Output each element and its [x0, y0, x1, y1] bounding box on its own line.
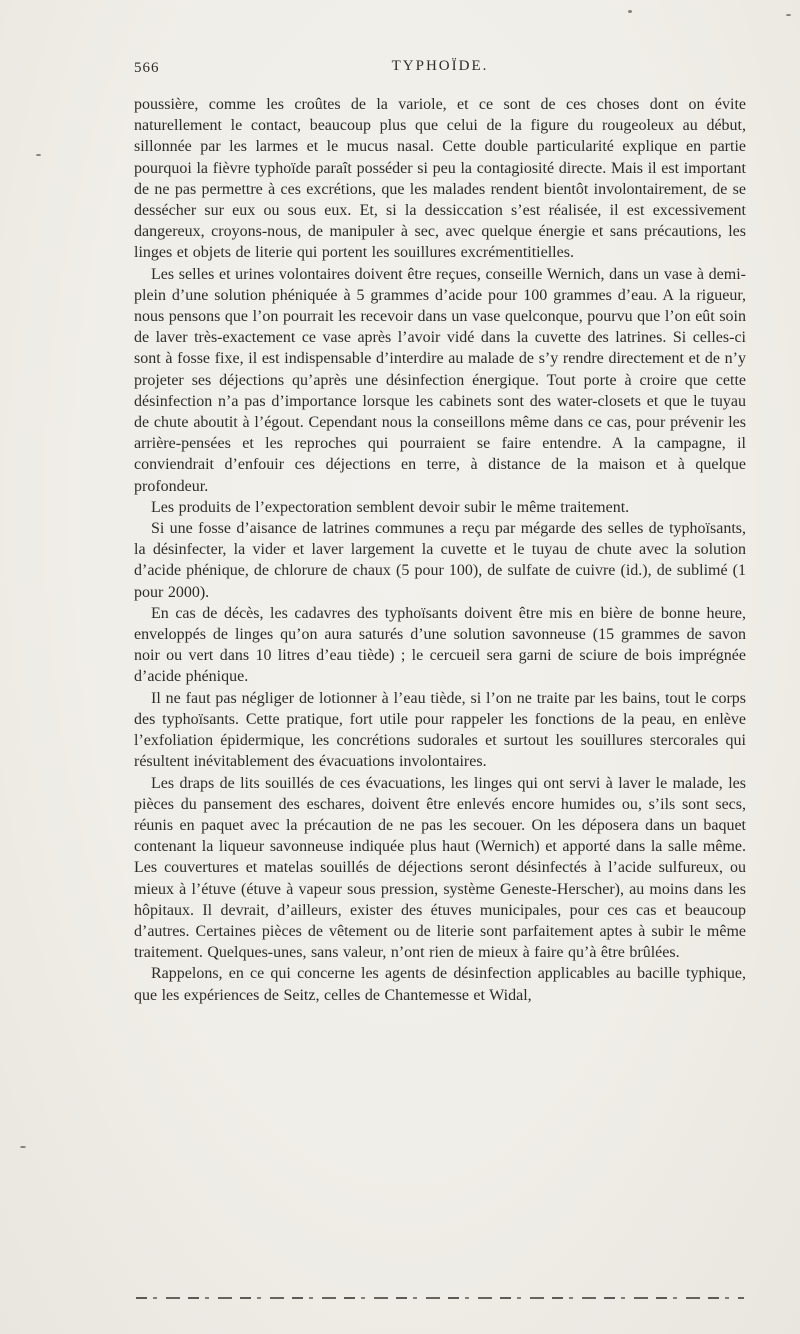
running-title: TYPHOÏDE.	[391, 58, 489, 74]
paragraph: Les produits de l’expectoration semblent devoir subir le même traitement.	[151, 498, 630, 516]
body-text	[134, 94, 746, 1006]
paragraph: Les draps de lits souillés de ces évacuations, les linges qui ont servi à laver le malade, les pièces du pansement des eschares, doivent être enlevés encore humides ou, s’ils sont secs, réunis en paquet avec la précaution de ne pas les secouer. On les déposera dans un baquet contenant la liqueur savonneuse indiquée plus haut (Wernich) et apporté dans la salle même. Les couvertures et matelas souillés de déjections seront désinfectés à l’acide sulfureux, ou mieux à l’étuve (étuve à vapeur sous pression, système Geneste-Herscher), au moins dans les hôpitaux. Il devrait, d’ailleurs, exister des étuves municipales, pour ces cas et beaucoup d’autres. Certaines pièces de vêtement ou de literie sont parfaitement aptes à subir le même traitement. Quelques-unes, sans valeur, n’ont rien de mieux à faire qu’à être brûlées.	[134, 774, 746, 962]
scan-speck	[628, 10, 632, 13]
page-number: 566	[134, 60, 160, 76]
scan-speck	[786, 14, 791, 16]
scan-speck	[36, 154, 41, 156]
paragraph: En cas de décès, les cadavres des typhoïsants doivent être mis en bière de bonne heure, enveloppés de linges qu’on aura saturés d’une solution savonneuse (15 grammes de savon noir ou vert dans 10 litres d’eau tiède) ; le cercueil sera garni de sciure de bois imprégnée d’acide phénique.	[134, 604, 746, 686]
scan-artifact-dashed-line	[136, 1297, 744, 1299]
paragraph: Il ne faut pas négliger de lotionner à l’eau tiède, si l’on ne traite par les bains, tout le corps des typhoïsants. Cette pratique, fort utile pour rappeler les fonctions de la peau, en enlève l’exfoliation épidermique, les concrétions sudorales et surtout les souillures stercorales qui résultent inévitablement des évacuations involontaires.	[134, 689, 746, 771]
paragraph: Rappelons, en ce qui concerne les agents de désinfection applicables au bacille typhique, que les expériences de Seitz, celles de Chantemesse et Widal,	[134, 965, 746, 1004]
paragraph: Si une fosse d’aisance de latrines communes a reçu par mégarde des selles de typhoïsants, la désinfecter, la vider et laver largement la cuvette et le tuyau de chute avec la solution d’acide phénique, de chlorure de chaux (5 pour 100), de sulfate de cuivre (id.), de sublimé (1 pour 2000).	[134, 520, 746, 601]
scan-speck	[20, 1146, 26, 1148]
paragraph: poussière, comme les croûtes de la variole, et ce sont de ces choses dont on évite naturellement le contact, beaucoup plus que celui de la figure du rougeoleux au début, sillonnée par les larmes et le mucus nasal. Cette double particularité explique en partie pourquoi la fièvre typhoïde paraît posséder si peu la contagiosité directe. Mais il est important de ne pas permettre à ces excrétions, que les malades rendent bientôt involontairement, de se dessécher sur eux ou sous eux. Et, si la dessiccation s’est réalisée, il est excessivement dangereux, croyons-nous, de manipuler à sec, avec quelque énergie et sans précautions, les linges et objets de literie qui portent les souillures excrémentitielles.	[134, 96, 746, 262]
page-header	[134, 58, 746, 80]
paragraph: Les selles et urines volontaires doivent être reçues, conseille Wernich, dans un vase à demi-plein d’une solution phéniquée à 5 grammes d’acide pour 100 grammes d’eau. A la rigueur, nous pensons que l’on pourrait les recevoir dans un vase quelconque, pourvu que l’on eût soin de laver très-exactement ce vase après l’avoir vidé dans la cuvette des latrines. Si celles-ci sont à fosse fixe, il est indispensable d’interdire au malade de s’y rendre directement et de n’y projeter ses déjections qu’après une désinfection énergique. Tout porte à croire que cette désinfection n’a pas d’importance lorsque les cabinets sont des water-closets et que le tuyau de chute aboutit à l’égout. Cependant nous la conseillons même dans ce cas, pour prévenir les arrière-pensées et les reproches qui pourraient se faire entendre. A la campagne, il conviendrait d’enfouir ces déjections en terre, à distance de la maison et à quelque profondeur.	[134, 265, 746, 495]
